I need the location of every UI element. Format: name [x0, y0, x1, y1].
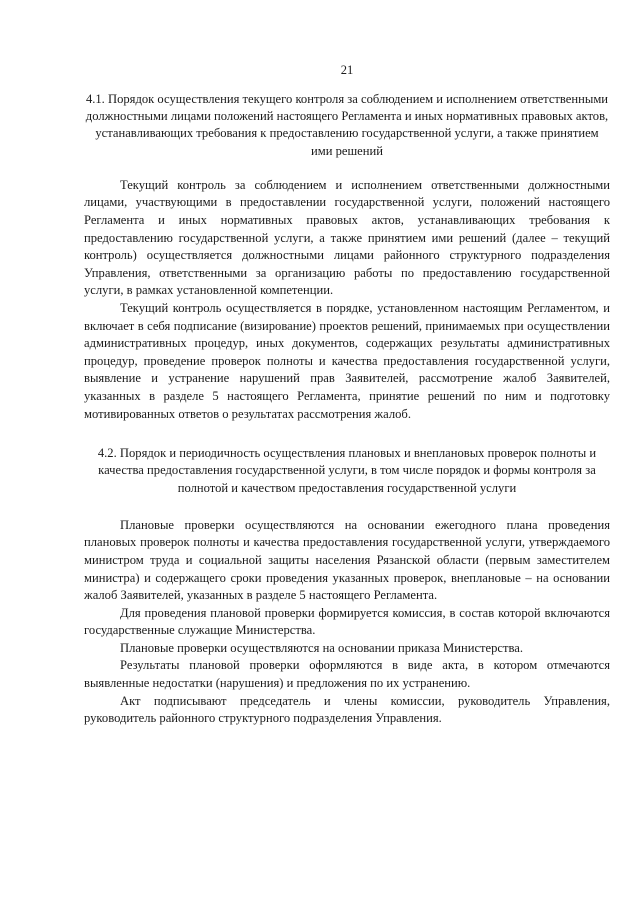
section-4-1-heading: 4.1. Порядок осуществления текущего контроля за соблюдением и исполнением ответственными должностными лицами положений настоящего Регламента и иных нормативных правовых актов, устанавливающих требования к предоставлению государственной услуги, а также принятием ими решений: [85, 92, 609, 158]
section-4-1-paragraph-1: Текущий контроль за соблюдением и исполнением ответственными должностными лицами, участвующими в предоставлении государственной услуги, положений настоящего Регламента и иных нормативных правовых актов, устанавливающих требования к предоставлению государственной услуги, а также принятием ими решений (далее – текущий контроль) осуществляется должностными лицами районного структурного подразделения Управления, ответственными за организацию работы по предоставлению государственной услуги, в рамках установленной компетенции.: [84, 177, 610, 298]
section-4-2-paragraph-2: Для проведения плановой проверки формируется комиссия, в состав которой включаются государственные служащие Министерства.: [84, 605, 610, 638]
section-4-2-paragraph-5: Акт подписывают председатель и члены комиссии, руководитель Управления, руководитель районного структурного подразделения Управления.: [84, 693, 610, 726]
section-4-1-body: [84, 177, 610, 423]
section-4-1-paragraph-2: Текущий контроль осуществляется в порядке, установленном настоящим Регламентом, и включает в себя подписание (визирование) проектов решений, принимаемых при осуществлении административных процедур, иных документов, содержащих результаты административных процедур, проведение проверок полноты и качества предоставления государственной услуги, выявление и устранение нарушений прав Заявителей, рассмотрение жалоб Заявителей, указанных в разделе 5 настоящего Регламента, принятие решений по ним и подготовку мотивированных ответов о результатах рассмотрения жалоб.: [84, 300, 610, 421]
section-4-2-paragraph-3: Плановые проверки осуществляются на основании приказа Министерства.: [120, 640, 524, 655]
section-4-2-paragraph-1: Плановые проверки осуществляются на основании ежегодного плана проведения плановых проверок полноты и качества предоставления государственной услуги, утверждаемого министром труда и социальной защиты населения Рязанской области (первым заместителем министра) и содержащего сроки проведения указанных проверок, внеплановые – на основании жалоб Заявителей, указанных в разделе 5 настоящего Регламента.: [84, 517, 610, 603]
document-page: [84, 62, 610, 728]
section-4-2-paragraph-4: Результаты плановой проверки оформляются в виде акта, в котором отмечаются выявленные недостатки (нарушения) и предложения по их устранению.: [84, 658, 610, 691]
page-number: 21: [340, 63, 354, 77]
section-4-2-heading: 4.2. Порядок и периодичность осуществления плановых и внеплановых проверок полноты и качества предоставления государственной услуги, в том числе порядок и формы контроля за полнотой и качеством предоставления государственной услуги: [97, 446, 597, 495]
section-4-2-body: [84, 517, 610, 728]
